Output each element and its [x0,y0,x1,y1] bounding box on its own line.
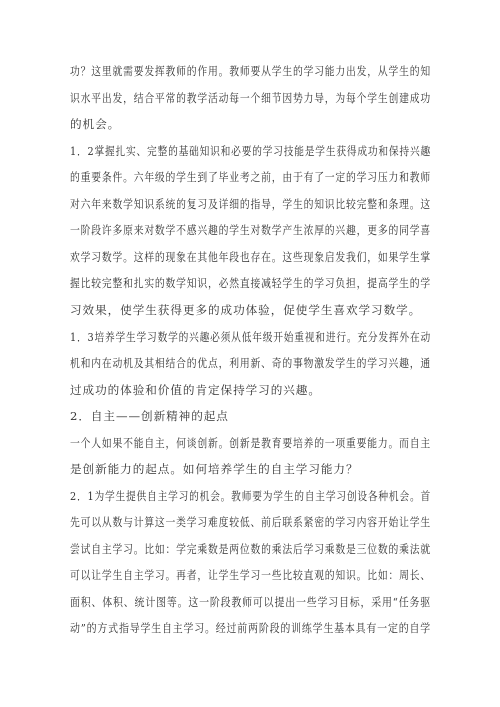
text-line-3: 的机会。 [70,117,121,131]
text-line-20: 可以让学生自主学习。再者，让学生学习一些比较直观的知识。比如：周长、 [70,568,431,582]
text-line-6: 对六年来数学知识系统的复习及详细的指导，学生的知识比较完整和条理。这 [70,197,431,211]
text-line-1: 功？这里就需要发挥教师的作用。教师要从学生的学习能力出发，从学生的知 [70,64,431,78]
text-line-11: 1．3培养学生学习数学的兴趣必须从低年级开始重视和进行。充分发挥外在动 [70,330,431,344]
text-line-19: 尝试自主学习。比如：学完乘数是两位数的乘法后学习乘数是三位数的乘法就 [70,542,431,556]
section-heading: 2．自主——创新精神的起点 [70,409,229,423]
text-line-16: 是创新能力的起点。如何培养学生的自主学习能力？ [70,462,359,476]
text-line-2: 识水平出发，结合平常的教学活动每一个细节因势力导，为每个学生创建成功 [70,91,431,105]
text-line-7: 一阶段许多原来对数学不感兴趣的学生对数学产生浓厚的兴趣，更多的同学喜 [70,223,431,237]
text-line-21: 面积、体积、统计图等。这一阶段教师可以提出一些学习目标，采用“任务驱 [70,595,431,609]
text-line-18: 先可以从数与计算这一类学习难度较低、前后联系紧密的学习内容开始让学生 [70,515,431,529]
text-line-5: 的重要条件。六年级的学生到了毕业考之前，由于有了一定的学习压力和教师 [70,170,431,184]
text-line-9: 握比较完整和扎实的数学知识，必然直接减轻学生的学习负担，提高学生的学 [70,276,431,290]
text-line-22: 动”的方式指导学生自主学习。经过前两阶段的训练学生基本具有一定的自学 [70,621,431,635]
text-line-8: 欢学习数学。这样的现象在其他年段也存在。这些现象启发我们，如果学生掌 [70,250,431,264]
text-line-12: 机和内在动机及其相结合的优点，利用新、奇的事物激发学生的学习兴趣，通 [70,356,431,370]
text-line-4: 1．2掌握扎实、完整的基础知识和必要的学习技能是学生获得成功和保持兴趣 [70,144,431,158]
text-line-10: 习效果，使学生获得更多的成功体验，促使学生喜欢学习数学。 [70,303,422,317]
text-line-15: 一个人如果不能自主，何谈创新。创新是教育要培养的一项重要能力。而自主 [70,436,431,450]
text-line-13: 过成功的体验和价值的肯定保持学习的兴趣。 [70,383,321,397]
text-line-17: 2．1为学生提供自主学习的机会。教师要为学生的自主学习创设各种机会。首 [70,489,431,503]
